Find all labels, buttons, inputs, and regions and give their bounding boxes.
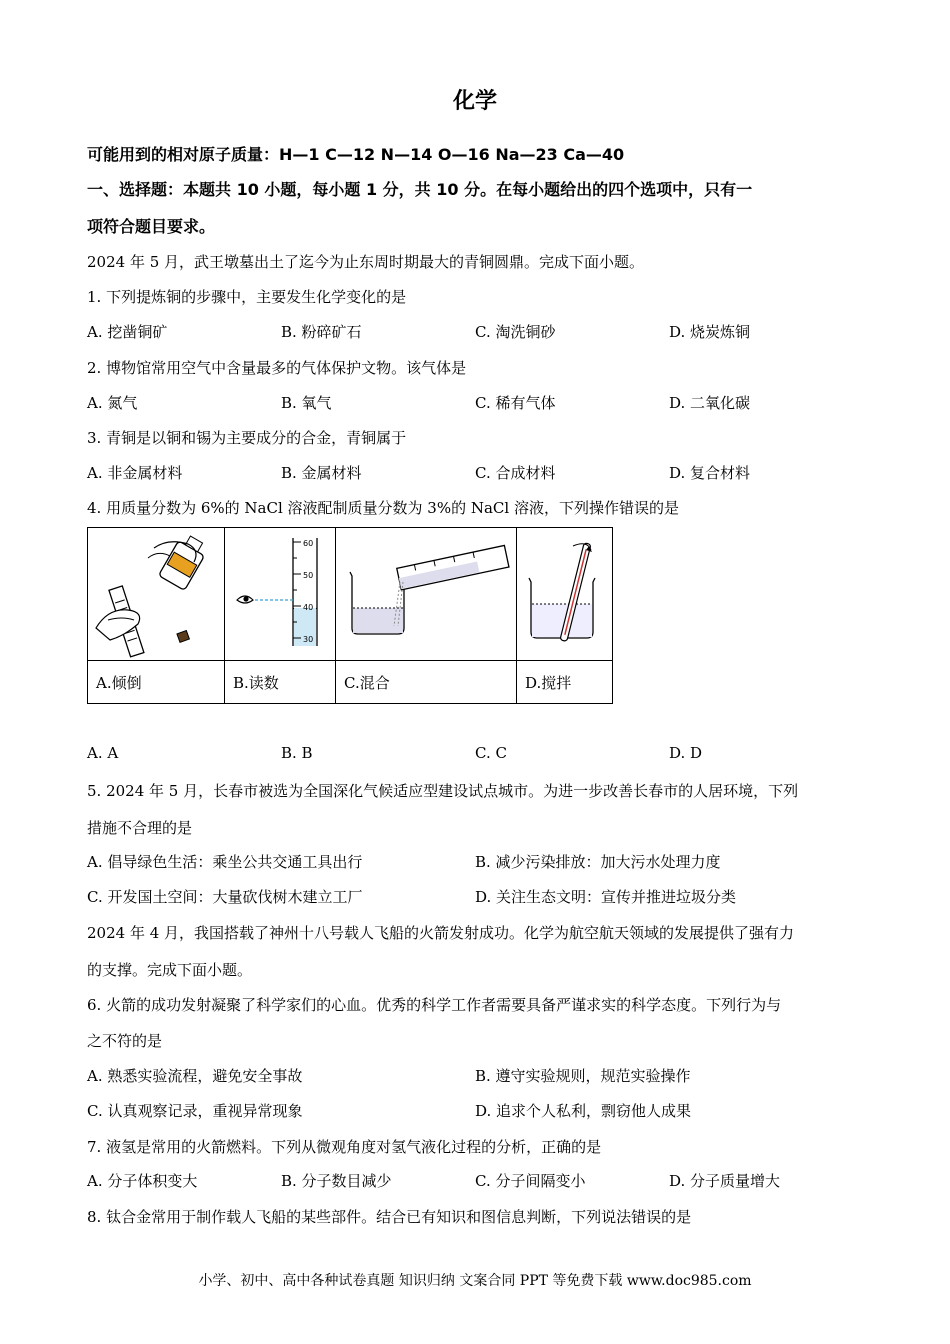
question-5-stem-line1: 5. 2024 年 5 月，长春市被选为全国深化气候适应型建设试点城市。为进一步改善长春市的人居环境，下列 xyxy=(87,782,799,800)
q2-option-a: A. 氮气 xyxy=(87,394,138,412)
q4-option-a: A. A xyxy=(87,744,119,762)
label-d-stirring: D.搅拌 xyxy=(517,661,613,704)
q3-option-a: A. 非金属材料 xyxy=(87,464,183,482)
q4-figure-table xyxy=(87,527,613,704)
q4-option-c: C. C xyxy=(475,744,507,762)
question-4-stem: 4. 用质量分数为 6%的 NaCl 溶液配制质量分数为 3%的 NaCl 溶液，下列操作错误的是 xyxy=(87,499,679,517)
q5-option-c: C. 开发国土空间：大量砍伐树木建立工厂 xyxy=(87,888,363,906)
page-footer: 小学、初中、高中各种试卷真题 知识归纳 文案合同 PPT 等免费下载 www.doc985.com xyxy=(198,1273,752,1289)
tick-30: 30 xyxy=(303,635,314,644)
section-heading-line1: 一、选择题：本题共 10 小题，每小题 1 分，共 10 分。在每小题给出的四个选项中，只有一 xyxy=(87,180,753,199)
mixing-illustration xyxy=(336,528,516,660)
reading-illustration xyxy=(225,528,335,660)
q4-option-d: D. D xyxy=(669,744,703,762)
q2-option-c: C. 稀有气体 xyxy=(475,394,556,412)
question-6-stem-line1: 6. 火箭的成功发射凝聚了科学家们的心血。优秀的科学工作者需要具备严谨求实的科学态度。下列行为与 xyxy=(87,996,782,1014)
question-1-stem: 1. 下列提炼铜的步骤中，主要发生化学变化的是 xyxy=(87,288,407,306)
figure-reading xyxy=(225,528,336,661)
tick-40: 40 xyxy=(303,603,314,612)
intro2-line1: 2024 年 4 月，我国搭载了神州十八号载人飞船的火箭发射成功。化学为航空航天领域的发展提供了强有力 xyxy=(87,924,795,942)
q5-option-d: D. 关注生态文明：宣传并推进垃圾分类 xyxy=(475,888,737,906)
q7-option-a: A. 分子体积变大 xyxy=(87,1172,198,1190)
pouring-illustration xyxy=(88,528,224,660)
q2-option-b: B. 氧气 xyxy=(281,394,332,412)
tick-60: 60 xyxy=(303,539,314,548)
figure-mixing xyxy=(336,528,517,661)
q3-option-b: B. 金属材料 xyxy=(281,464,362,482)
q5-option-b: B. 减少污染排放：加大污水处理力度 xyxy=(475,853,721,871)
page-title: 化学 xyxy=(452,89,497,114)
q3-option-d: D. 复合材料 xyxy=(669,464,751,482)
q1-option-d: D. 烧炭炼铜 xyxy=(669,323,751,341)
label-b-reading: B.读数 xyxy=(225,661,336,704)
intro2-line2: 的支撑。完成下面小题。 xyxy=(87,961,253,979)
q5-option-a: A. 倡导绿色生活：乘坐公共交通工具出行 xyxy=(87,853,363,871)
q7-option-d: D. 分子质量增大 xyxy=(669,1172,781,1190)
figure-pouring xyxy=(88,528,225,661)
label-a-pouring: A.倾倒 xyxy=(88,661,225,704)
question-3-stem: 3. 青铜是以铜和锡为主要成分的合金，青铜属于 xyxy=(87,429,407,447)
question-6-stem-line2: 之不符的是 xyxy=(87,1032,163,1050)
q7-option-c: C. 分子间隔变小 xyxy=(475,1172,586,1190)
label-c-mixing: C.混合 xyxy=(336,661,517,704)
q6-option-c: C. 认真观察记录，重视异常现象 xyxy=(87,1102,303,1120)
section-heading-line2: 项符合题目要求。 xyxy=(87,217,216,236)
q2-option-d: D. 二氧化碳 xyxy=(669,394,751,412)
question-5-stem-line2: 措施不合理的是 xyxy=(87,819,193,837)
tick-50: 50 xyxy=(303,571,314,580)
q7-option-b: B. 分子数目减少 xyxy=(281,1172,392,1190)
figure-stirring xyxy=(517,528,613,661)
q6-option-b: B. 遵守实验规则，规范实验操作 xyxy=(475,1067,691,1085)
q6-option-d: D. 追求个人私利，剽窃他人成果 xyxy=(475,1102,692,1120)
q3-option-c: C. 合成材料 xyxy=(475,464,556,482)
question-7-stem: 7. 液氢是常用的火箭燃料。下列从微观角度对氢气液化过程的分析，正确的是 xyxy=(87,1138,602,1156)
question-2-stem: 2. 博物馆常用空气中含量最多的气体保护文物。该气体是 xyxy=(87,359,467,377)
question-8-stem: 8. 钛合金常用于制作载人飞船的某些部件。结合已有知识和图信息判断，下列说法错误的是 xyxy=(87,1208,692,1226)
q4-option-b: B. B xyxy=(281,744,313,762)
q1-option-a: A. 挖凿铜矿 xyxy=(87,323,168,341)
q6-option-a: A. 熟悉实验流程，避免安全事故 xyxy=(87,1067,303,1085)
atomic-masses: 可能用到的相对原子质量：H—1 C—12 N—14 O—16 Na—23 Ca—40 xyxy=(87,145,625,164)
q1-option-c: C. 淘洗铜砂 xyxy=(475,323,556,341)
q1-option-b: B. 粉碎矿石 xyxy=(281,323,362,341)
stirring-illustration xyxy=(517,528,612,660)
intro-text: 2024 年 5 月，武王墩墓出土了迄今为止东周时期最大的青铜圆鼎。完成下面小题。 xyxy=(87,253,645,271)
